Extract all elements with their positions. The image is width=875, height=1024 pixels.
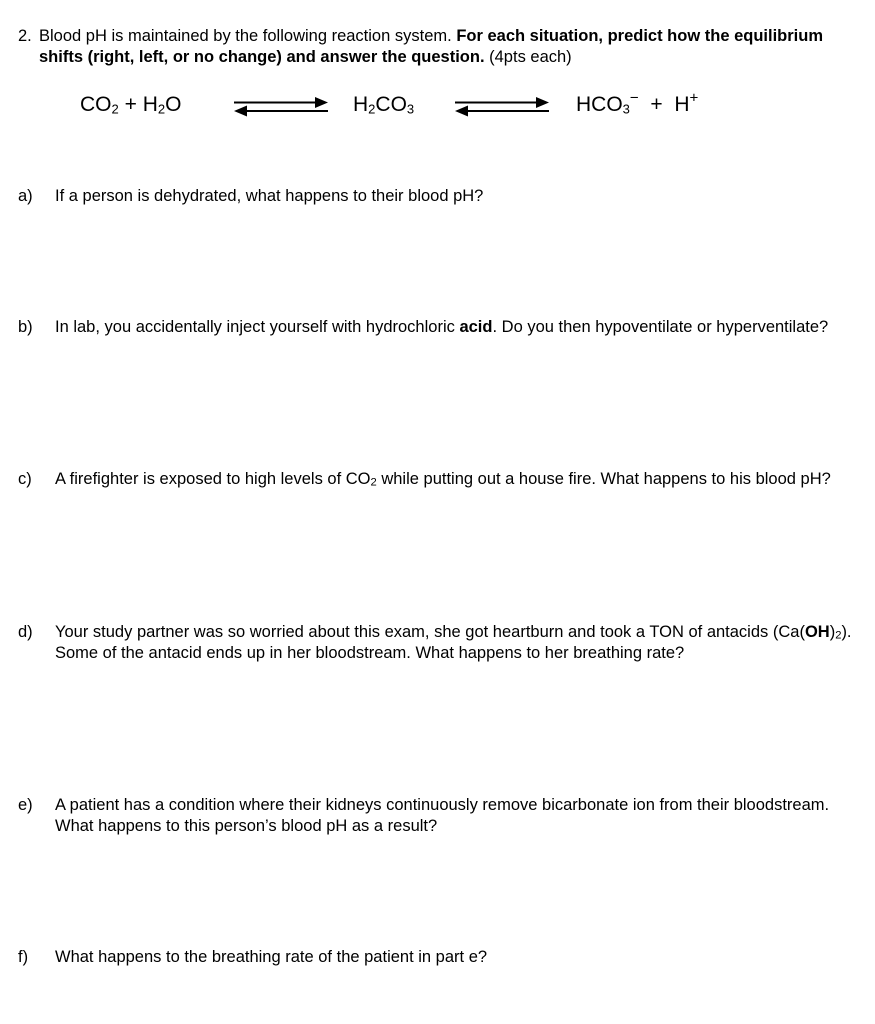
question-prompt xyxy=(39,26,854,68)
product-hydrogen-ion: H+ xyxy=(674,89,699,116)
part-text: A patient has a condition where their kidneys continuously remove bicarbonate ion from their bloodstream. What happens to this person’s blood pH as a result? xyxy=(55,796,830,835)
question-instruction: For each situation, predict how the equilibrium shifts (right, left, or no change) and answer the question. xyxy=(39,27,824,66)
part-label: b) xyxy=(18,318,33,336)
part-label: a) xyxy=(18,187,33,205)
question-intro: Blood pH is maintained by the following reaction system. xyxy=(39,27,452,45)
plus-sign: + xyxy=(124,93,137,116)
part-label: d) xyxy=(18,623,33,641)
equilibrium-arrow-icon xyxy=(453,95,551,119)
equation-products xyxy=(576,89,699,118)
question-number: 2. xyxy=(18,27,32,45)
equation-intermediate: $H_2CO_3$ xyxy=(353,93,415,117)
part-text: What happens to the breathing rate of the patient in part e? xyxy=(55,948,488,966)
reactant-h2o: $H_2O$ xyxy=(142,93,182,117)
part-text: A firefighter is exposed to high levels of CO2 while putting out a house fire. What happens to his blood pH? xyxy=(55,470,831,489)
equation-reactants xyxy=(80,92,181,118)
part-text: Your study partner was so worried about this exam, she got heartburn and took a TON of antacids (Ca(OH)2). Some of the antacid ends up in her bloodstream. What happens to her breathing rate? xyxy=(55,623,852,662)
reactant-co2: $CO_2$ xyxy=(80,93,119,117)
part-label: e) xyxy=(18,796,33,814)
part-text: In lab, you accidentally inject yourself with hydrochloric acid. Do you then hypoventilate or hyperventilate? xyxy=(55,318,829,336)
plus-sign: + xyxy=(650,93,663,116)
part-label: f) xyxy=(18,948,29,966)
part-text: If a person is dehydrated, what happens to their blood pH? xyxy=(55,187,484,205)
part-label: c) xyxy=(18,470,32,488)
question-points: (4pts each) xyxy=(489,48,572,66)
equilibrium-arrow-icon xyxy=(232,95,330,119)
product-bicarbonate: $HCO_3^-$ xyxy=(576,89,639,117)
